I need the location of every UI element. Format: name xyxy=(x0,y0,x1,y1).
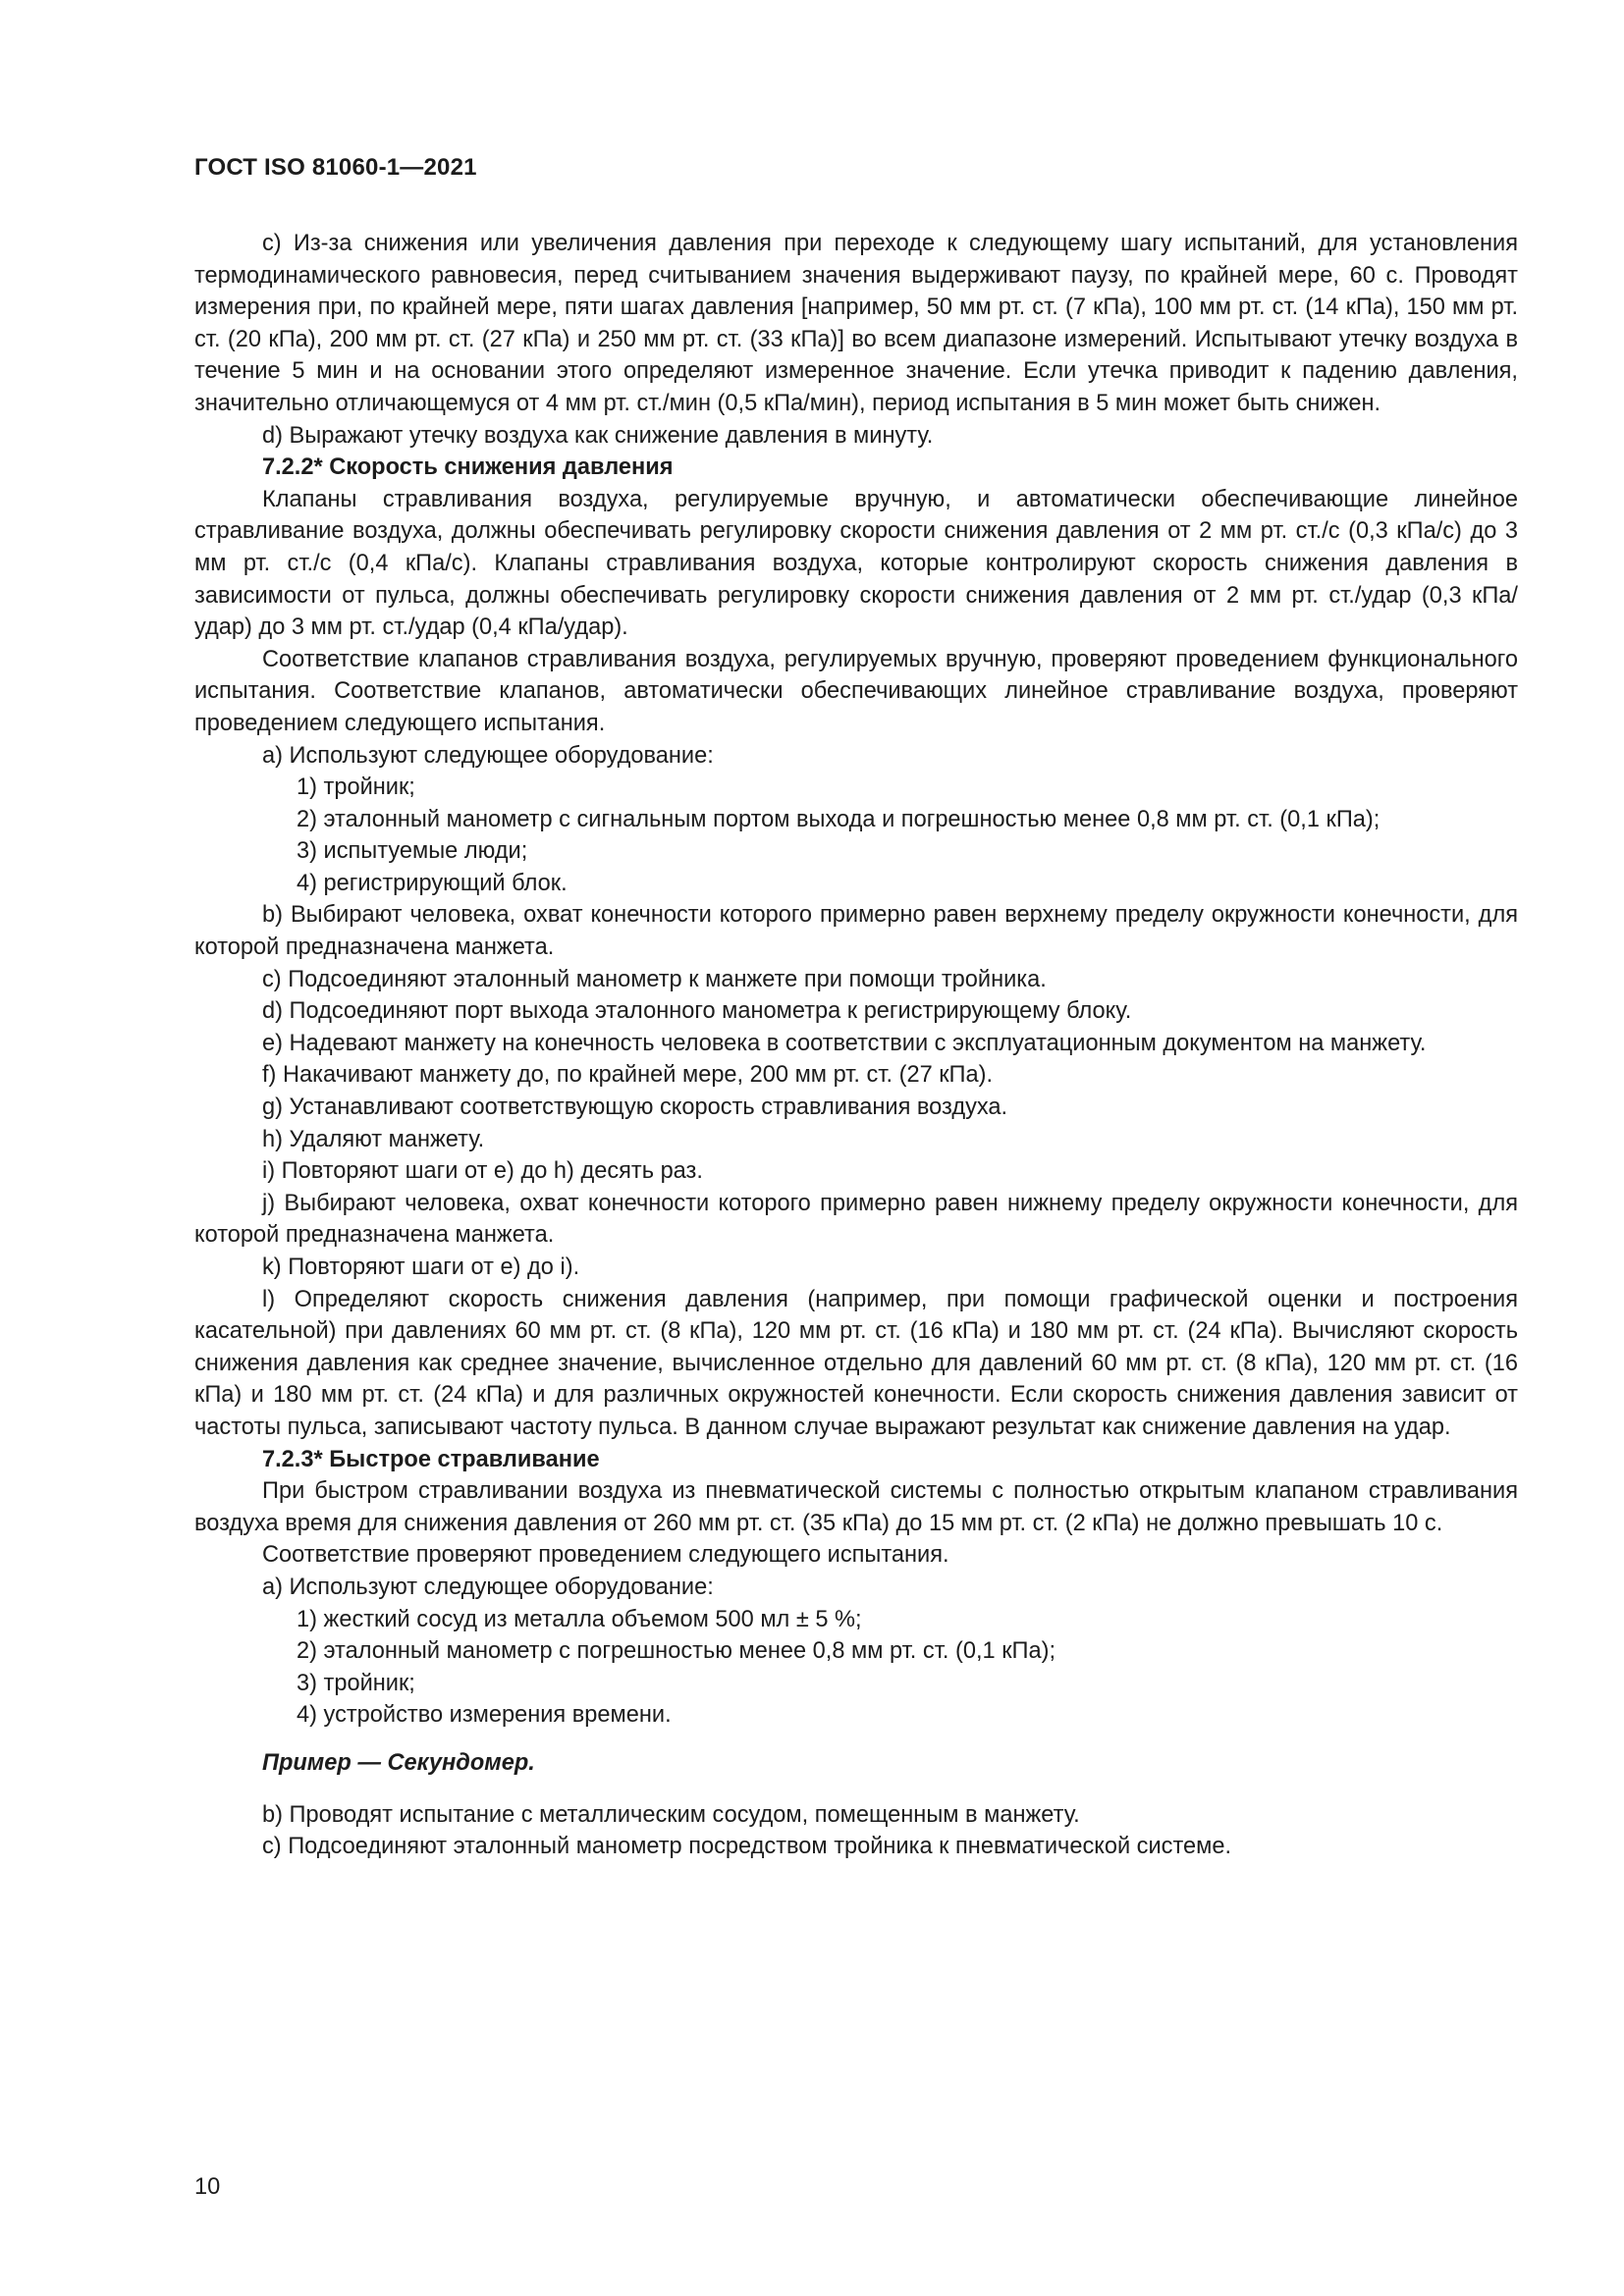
list-subitem-4: 4) регистрирующий блок. xyxy=(297,870,568,896)
document-body xyxy=(194,228,1518,1863)
list-item-k: k) Повторяют шаги от e) до i). xyxy=(262,1255,580,1280)
paragraph-rapid-exhaust: При быстром стравливании воздуха из пневматической системы с полностью открытым клапаном стравливания воздуха время для снижения давления от 260 мм рт. ст. (35 кПа) до 15 мм рт. ст. (2 кПа) не должно превышать 10 с. xyxy=(194,1478,1518,1536)
list-subitem-vessel: 1) жесткий сосуд из металла объемом 500 мл ± 5 %; xyxy=(297,1606,862,1632)
list-subitem-timer: 4) устройство измерения времени. xyxy=(297,1702,672,1729)
list-item-c: c) Подсоединяют эталонный манометр к манжете при помощи тройника. xyxy=(262,966,1047,992)
list-item-i: i) Повторяют шаги от e) до h) десять раз. xyxy=(262,1158,703,1185)
paragraph-valves-requirement: Клапаны стравливания воздуха, регулируемые вручную, и автоматически обеспечивающие линейное стравливание воздуха, должны обеспечивать регулировку скорости снижения давления от 2 мм рт. ст./с (0,3 кПа/с) до 3 мм рт. ст./с (0,4 кПа/с). Клапаны стравливания воздуха, которые контролируют скорость снижения давления в зависимости от пульса, должны обеспечивать регулировку скорости снижения давления от 2 мм рт. ст./удар (0,3 кПа/удар) до 3 мм рт. ст./удар (0,4 кПа/удар). xyxy=(194,486,1518,641)
paragraph-c-pause: c) Из-за снижения или увеличения давления при переходе к следующему шагу испытаний, для установления термодинамического равновесия, перед считыванием значения выдерживают паузу, по крайней мере, 60 с. Проводят измерения при, по крайней мере, пяти шагах давления [например, 50 мм рт. ст. (7 кПа), 100 мм рт. ст. (14 кПа), 150 мм рт. ст. (20 кПа), 200 мм рт. ст. (27 кПа) и 250 мм рт. ст. (33 кПа)] во всем диапазоне измерений. Испытывают утечку воздуха в течение 5 мин и на основании этого определяют измеренное значение. Если утечка приводит к падению давления, значительно отличающемуся от 4 мм рт. ст./мин (0,5 кПа/мин), период испытания в 5 мин может быть снижен. xyxy=(194,231,1518,416)
list-subitem-3: 3) испытуемые люди; xyxy=(297,838,528,865)
list-item-l: l) Определяют скорость снижения давления (например, при помощи графической оценки и построения касательной) при давлениях 60 мм рт. ст. (8 кПа), 120 мм рт. ст. (16 кПа) и 180 мм рт. ст. (24 кПа). Вычисляют скорость снижения давления как среднее значение, вычисленное отдельно для давлений 60 мм рт. ст. (8 кПа), 120 мм рт. ст. (16 кПа) и 180 мм рт. ст. (24 кПа) и для различных окружностей конечности. Если скорость снижения давления зависит от частоты пульса, записывают частоту пульса. В данном случае выражают результат как снижение давления на удар. xyxy=(194,1286,1518,1440)
page-number: 10 xyxy=(194,2174,221,2200)
list-item-d: d) Подсоединяют порт выхода эталонного манометра к регистрирующему блоку. xyxy=(262,998,1132,1025)
list-subitem-1: 1) тройник; xyxy=(297,774,415,801)
list-item-a-equipment-2: a) Используют следующее оборудование: xyxy=(262,1574,714,1600)
list-item-b-test: b) Проводят испытание с металлическим сосудом, помещенным в манжету. xyxy=(262,1801,1080,1828)
example-note: Пример — Секундомер. xyxy=(262,1749,535,1776)
list-item-b: b) Выбирают человека, охват конечности которого примерно равен верхнему пределу окружности конечности, для которой предназначена манжета. xyxy=(194,902,1518,961)
list-subitem-2: 2) эталонный манометр с сигнальным портом выхода и погрешностью менее 0,8 мм рт. ст. (0,1 кПа); xyxy=(297,806,1380,832)
section-heading-7-2-2: 7.2.2* Скорость снижения давления xyxy=(262,454,674,481)
list-item-c-connect: c) Подсоединяют эталонный манометр посредством тройника к пневматической системе. xyxy=(262,1834,1232,1860)
paragraph-compliance: Соответствие клапанов стравливания воздуха, регулируемых вручную, проверяют проведением функционального испытания. Соответствие клапанов, автоматически обеспечивающих линейное стравливание воздуха, проверяют проведением следующего испытания. xyxy=(194,646,1518,736)
list-subitem-tee: 3) тройник; xyxy=(297,1670,415,1696)
section-heading-7-2-3: 7.2.3* Быстрое стравливание xyxy=(262,1446,600,1472)
paragraph-d-leak: d) Выражают утечку воздуха как снижение давления в минуту. xyxy=(262,422,934,449)
list-item-e: e) Надевают манжету на конечность человека в соответствии с эксплуатационным документом на манжету. xyxy=(262,1030,1427,1056)
list-item-j: j) Выбирают человека, охват конечности которого примерно равен нижнему пределу окружности конечности, для которой предназначена манжета. xyxy=(194,1190,1518,1249)
list-item-f: f) Накачивают манжету до, по крайней мере, 200 мм рт. ст. (27 кПа). xyxy=(262,1062,994,1089)
list-item-h: h) Удаляют манжету. xyxy=(262,1126,485,1152)
list-item-g: g) Устанавливают соответствующую скорость стравливания воздуха. xyxy=(262,1095,1008,1121)
paragraph-compliance-test: Соответствие проверяют проведением следующего испытания. xyxy=(262,1542,949,1569)
document-header: ГОСТ ISO 81060-1—2021 xyxy=(194,154,477,181)
list-subitem-manometer: 2) эталонный манометр с погрешностью менее 0,8 мм рт. ст. (0,1 кПа); xyxy=(297,1638,1056,1665)
list-item-a-equipment: a) Используют следующее оборудование: xyxy=(262,742,714,769)
